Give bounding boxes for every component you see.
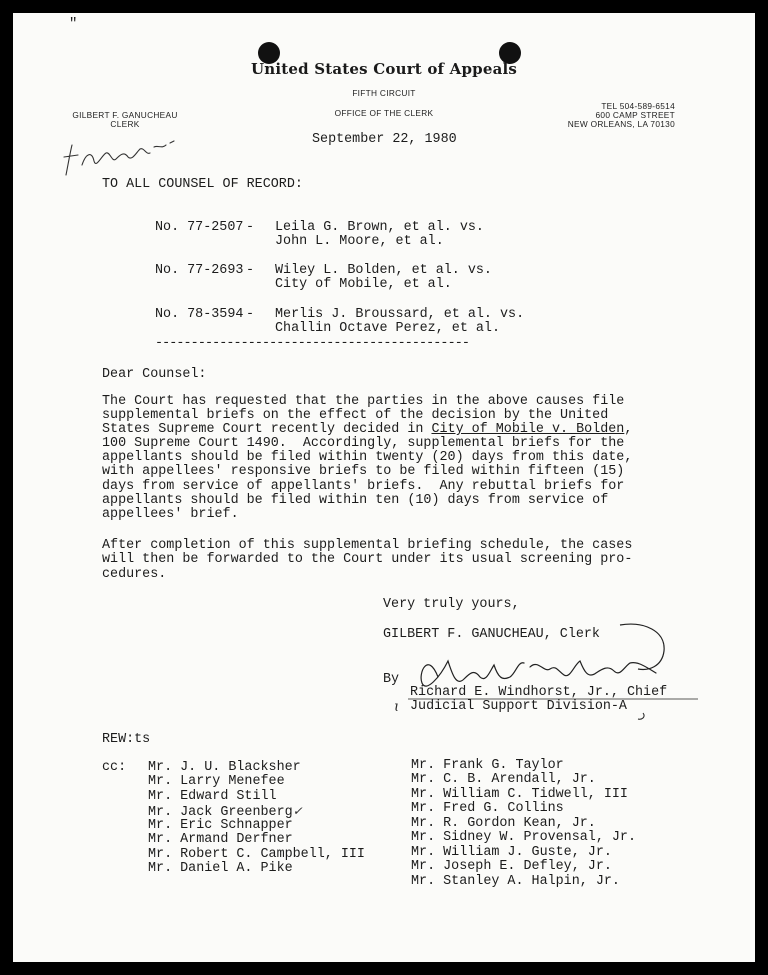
cc-recipient: Mr. Fred G. Collins xyxy=(411,801,564,816)
body-line: cedures. xyxy=(102,567,167,582)
cc-recipient: Mr. Joseph E. Defley, Jr. xyxy=(411,859,612,874)
cc-recipient: Mr. William J. Guste, Jr. xyxy=(411,845,612,860)
case-parties: Leila G. Brown, et al. vs. xyxy=(275,220,484,235)
body-line: appellees' brief. xyxy=(102,507,239,522)
case-parties: City of Mobile, et al. xyxy=(275,277,452,292)
letter-date: September 22, 1980 xyxy=(312,132,457,147)
case-number: No. 77-2693 xyxy=(155,263,244,278)
handwritten-note-scribble xyxy=(58,135,183,180)
court-name: United States Court of Appeals xyxy=(250,60,518,78)
typist-initials: REW:ts xyxy=(102,732,151,747)
circuit-label: FIFTH CIRCUIT xyxy=(352,88,416,98)
body-line: 100 Supreme Court 1490. Accordingly, supplemental briefs for the xyxy=(102,436,625,451)
case-citation: City of Mobile v. Bolden xyxy=(431,422,625,437)
cc-recipient: Mr. Sidney W. Provensal, Jr. xyxy=(411,830,636,845)
cc-label: cc: xyxy=(102,760,127,775)
case-number: No. 77-2507 xyxy=(155,220,244,235)
cc-recipient: Mr. Larry Menefee xyxy=(148,774,285,789)
margin-mark: " xyxy=(69,16,78,32)
case-dash: - xyxy=(246,220,255,235)
body-text: , xyxy=(624,422,633,437)
body-line: appellants should be filed within twenty (20) days from this date, xyxy=(102,450,633,465)
deputy-division: Judicial Support Division-A xyxy=(410,699,627,714)
case-parties: Wiley L. Bolden, et al. vs. xyxy=(275,263,492,278)
body-line: supplemental briefs on the effect of the decision by the United xyxy=(102,408,609,423)
signer-name: GILBERT F. GANUCHEAU, Clerk xyxy=(383,627,600,642)
cc-recipient-name: Mr. Jack Greenberg xyxy=(148,805,293,820)
case-parties: John L. Moore, et al. xyxy=(275,234,444,249)
office-label: OFFICE OF THE CLERK xyxy=(334,108,434,118)
by-label: By xyxy=(383,672,400,687)
tel-number: TEL 504-589-6514 xyxy=(601,101,675,111)
letter-page xyxy=(13,13,755,962)
cc-recipient: Mr. C. B. Arendall, Jr. xyxy=(411,772,596,787)
body-line: days from service of appellants' briefs. Any rebuttal briefs for xyxy=(102,479,625,494)
body-line: The Court has requested that the parties in the above causes file xyxy=(102,394,625,409)
addressee-heading: TO ALL COUNSEL OF RECORD: xyxy=(102,177,303,192)
body-text: States Supreme Court recently decided in xyxy=(102,422,432,437)
cc-recipient: Mr. Daniel A. Pike xyxy=(148,861,293,876)
cc-recipient: Mr. Armand Derfner xyxy=(148,832,293,847)
body-line: appellants should be filed within ten (10) days from service of xyxy=(102,493,609,508)
cc-recipient: Mr. R. Gordon Kean, Jr. xyxy=(411,816,596,831)
street-address: 600 CAMP STREET xyxy=(595,110,675,120)
check-mark-icon: ✓ xyxy=(292,804,303,818)
cc-recipient: Mr. Stanley A. Halpin, Jr. xyxy=(411,874,620,889)
cc-recipient: Mr. J. U. Blacksher xyxy=(148,760,301,775)
cc-recipient: Mr. William C. Tidwell, III xyxy=(411,787,628,802)
body-line: with appellees' responsive briefs to be filed within fifteen (15) xyxy=(102,464,625,479)
handwritten-mark: ɩ xyxy=(394,699,400,715)
closing: Very truly yours, xyxy=(383,597,520,612)
greeting: Dear Counsel: xyxy=(102,367,207,382)
dashed-separator: -------------------------------------------- xyxy=(155,336,469,351)
case-dash: - xyxy=(246,263,255,278)
cc-recipient: Mr. Robert C. Campbell, III xyxy=(148,847,365,862)
case-dash: - xyxy=(246,307,255,322)
case-number: No. 78-3594 xyxy=(155,307,244,322)
clerk-title: CLERK xyxy=(110,119,140,129)
case-parties: Challin Octave Perez, et al. xyxy=(275,321,500,336)
cc-recipient: Mr. Eric Schnapper xyxy=(148,818,293,833)
cc-recipient: Mr. Frank G. Taylor xyxy=(411,758,564,773)
clerk-name: GILBERT F. GANUCHEAU xyxy=(72,110,178,120)
body-line: After completion of this supplemental briefing schedule, the cases xyxy=(102,538,633,553)
body-line: will then be forwarded to the Court under its usual screening pro- xyxy=(102,552,633,567)
cc-recipient: Mr. Edward Still xyxy=(148,789,277,804)
deputy-name: Richard E. Windhorst, Jr., Chief xyxy=(410,685,668,700)
city-address: NEW ORLEANS, LA 70130 xyxy=(567,119,675,129)
case-parties: Merlis J. Broussard, et al. vs. xyxy=(275,307,525,322)
